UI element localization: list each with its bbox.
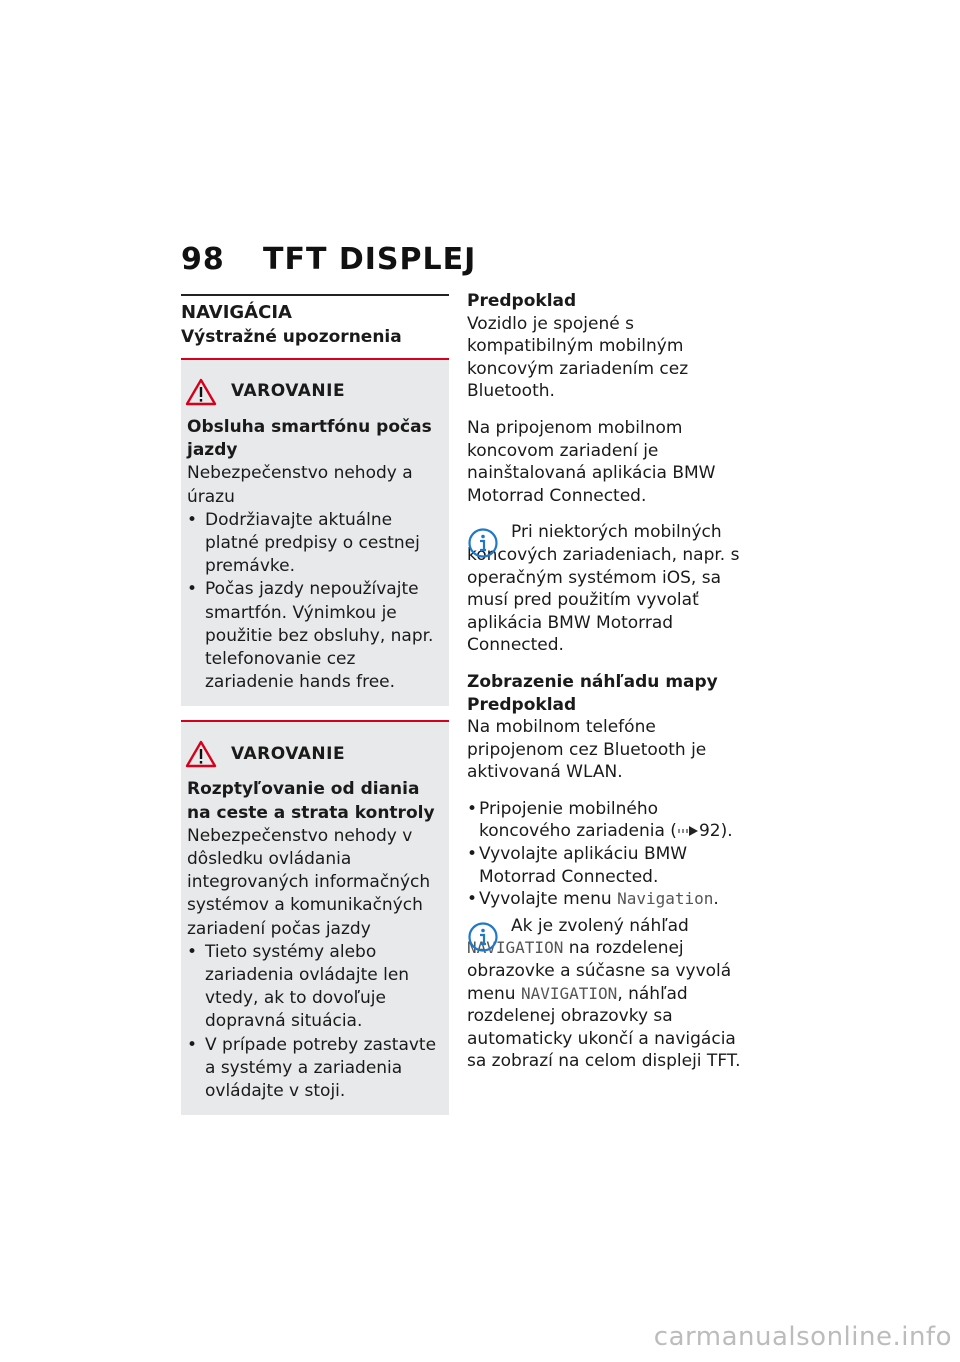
warning-triangle-icon <box>185 377 217 407</box>
section-rule <box>181 294 449 296</box>
step-text: Pripojenie mobilného koncového zariadenia ( <box>479 798 677 842</box>
step-list <box>467 798 749 911</box>
step-item <box>467 798 749 843</box>
step-item: • Vyvolajte aplikáciu BMW Motorrad Connected. <box>467 843 749 888</box>
page-number: 98 <box>181 242 225 277</box>
prerequisite-text: Vozidlo je spojené s kompatibilným mobilným koncovým zariadením cez Bluetooth. <box>467 313 689 402</box>
prerequisite-title: Predpoklad <box>467 291 577 311</box>
info-text <box>467 521 749 657</box>
warning-header <box>187 374 443 410</box>
menu-name: Navigation <box>617 889 714 909</box>
page-reference[interactable]: 92 <box>698 821 721 842</box>
warning-label: VAROVANIE <box>231 381 346 402</box>
prerequisite-title: Predpoklad <box>467 694 577 715</box>
warning-box <box>181 722 449 1115</box>
info-note <box>467 915 749 1073</box>
warning-title: Rozptyľovanie od diania na ceste a strata kontroly <box>187 779 435 823</box>
step-text-end: . <box>713 889 719 910</box>
left-column <box>181 294 449 1115</box>
warning-item: • Dodržiavajte aktuálne platné predpisy o cestnej premávke. <box>187 509 443 579</box>
watermark: carmanualsonline.info <box>653 1322 952 1352</box>
paragraph: Na pripojenom mobilnom koncovom zariadení je nainštalovaná aplikácia BMW Motorrad Connected. <box>467 417 716 506</box>
warning-item: • Počas jazdy nepoužívajte smartfón. Výnimkou je použitie bez obsluhy, napr. telefonovanie cez zariadenie hands free. <box>187 578 443 694</box>
step-item <box>467 888 749 911</box>
info-icon <box>467 921 499 953</box>
info-text-b: na rozdelenej obrazovke a súčasne sa vyvolá menu <box>467 938 732 1004</box>
page-reference-arrow-icon <box>677 825 699 837</box>
subsection-title: Zobrazenie náhľadu mapy <box>467 671 718 692</box>
prerequisite-text: Na mobilnom telefóne pripojenom cez Bluetooth je aktivovaná WLAN. <box>467 717 707 783</box>
warning-header <box>187 736 443 772</box>
info-text <box>467 915 749 1073</box>
step-text-end: ). <box>720 821 733 842</box>
info-note <box>467 521 749 657</box>
menu-name: NAVIGATION <box>467 938 564 958</box>
warning-item: • Tieto systémy alebo zariadenia ovládajte len vtedy, ak to dovoľuje dopravná situácia. <box>187 941 443 1034</box>
warning-triangle-icon <box>185 739 217 769</box>
section-title: NAVIGÁCIA <box>181 302 292 323</box>
warning-title: Obsluha smartfónu počas jazdy <box>187 417 432 461</box>
warning-label: VAROVANIE <box>231 743 346 764</box>
right-column <box>467 290 749 1073</box>
warning-risk: Nebezpečenstvo nehody a úrazu <box>187 463 413 507</box>
warning-box <box>181 360 449 706</box>
info-icon <box>467 527 499 559</box>
info-text-c: , náhľad rozdelenej obrazovky sa automaticky ukončí a navigácia sa zobrazí na celom displeji TFT. <box>467 983 741 1072</box>
info-text-a: Ak je zvolený náhľad <box>511 915 689 936</box>
info-text-content: Pri niektorých mobilných koncových zariadeniach, napr. s operačným systémom iOS, sa musí pred použitím vyvolať aplikácia BMW Motorrad Connected. <box>467 522 740 656</box>
subsection-title: Výstražné upozornenia <box>181 327 402 347</box>
menu-name: NAVIGATION <box>520 983 618 1003</box>
warning-item: • V prípade potreby zastavte a systémy a zariadenia ovládajte v stoji. <box>187 1034 443 1104</box>
warning-risk: Nebezpečenstvo nehody v dôsledku ovládania integrovaných informačných systémov a komunikačných zariadení počas jazdy <box>187 825 431 939</box>
step-text: Vyvolajte menu <box>479 889 618 910</box>
chapter-title: TFT DISPLEJ <box>263 242 477 277</box>
